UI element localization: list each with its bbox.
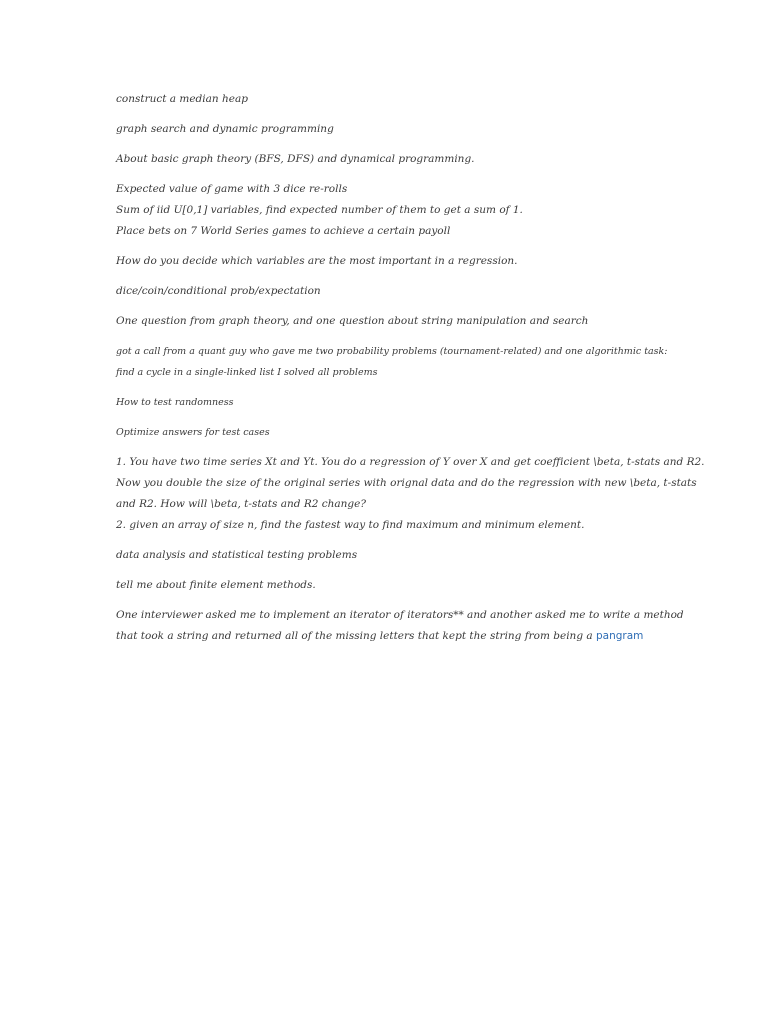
text-line: Now you double the size of the original series with orignal data and do the regression with new \beta, t-stats [116, 477, 697, 489]
text-line: 2. given an array of size n, find the fastest way to find maximum and minimum element. [116, 519, 585, 531]
paragraph-graph-search [116, 119, 661, 140]
paragraph-randomness [116, 392, 661, 413]
text-line: and R2. How will \beta, t-stats and R2 change? [116, 498, 366, 510]
text-line: One question from graph theory, and one question about string manipulation and search [116, 315, 589, 327]
text-line: dice/coin/conditional prob/expectation [116, 285, 321, 297]
text-line: tell me about finite element methods. [116, 579, 316, 591]
text-line: got a call from a quant guy who gave me two probability problems (tournament-related) and one algorithmic task: [116, 346, 668, 357]
text-line: data analysis and statistical testing problems [116, 549, 358, 561]
text-line: graph search and dynamic programming [116, 123, 334, 135]
text-line: Sum of iid U[0,1] variables, find expected number of them to get a sum of 1. [116, 204, 523, 216]
paragraph-iterators [116, 605, 684, 647]
text-line: How to test randomness [116, 397, 234, 408]
text-line: One interviewer asked me to implement an iterator of iterators** and another asked me to write a method [116, 609, 684, 621]
text-line-with-link [116, 626, 661, 647]
text-line: 1. You have two time series Xt and Yt. You do a regression of Y over X and get coefficient \beta, t-stats and R2. [116, 456, 705, 468]
text-line: find a cycle in a single-linked list I solved all problems [116, 367, 378, 378]
text-line: Expected value of game with 3 dice re-rolls [116, 183, 348, 195]
paragraph-graph-string [116, 311, 661, 332]
paragraph-time-series [116, 452, 705, 536]
text-line: Optimize answers for test cases [116, 427, 270, 438]
text-line: How do you decide which variables are the most important in a regression. [116, 255, 518, 267]
paragraph-finite-element [116, 575, 661, 596]
text-line: construct a median heap [116, 93, 248, 105]
paragraph-quant-call [116, 341, 668, 383]
text-line: that took a string and returned all of the missing letters that kept the string from being a [116, 630, 596, 642]
text-line: Place bets on 7 World Series games to achieve a certain payoll [116, 225, 451, 237]
paragraph-data-analysis [116, 545, 661, 566]
paragraph-graph-theory [116, 149, 661, 170]
paragraph-optimize [116, 422, 661, 443]
document-body [116, 89, 705, 647]
text-line: About basic graph theory (BFS, DFS) and dynamical programming. [116, 153, 475, 165]
paragraph-dice-coin [116, 281, 661, 302]
paragraph-regression-variables [116, 251, 661, 272]
pangram-link[interactable]: pangram [595, 630, 644, 642]
paragraph-median-heap [116, 89, 661, 110]
paragraph-dice-problems [116, 179, 661, 242]
